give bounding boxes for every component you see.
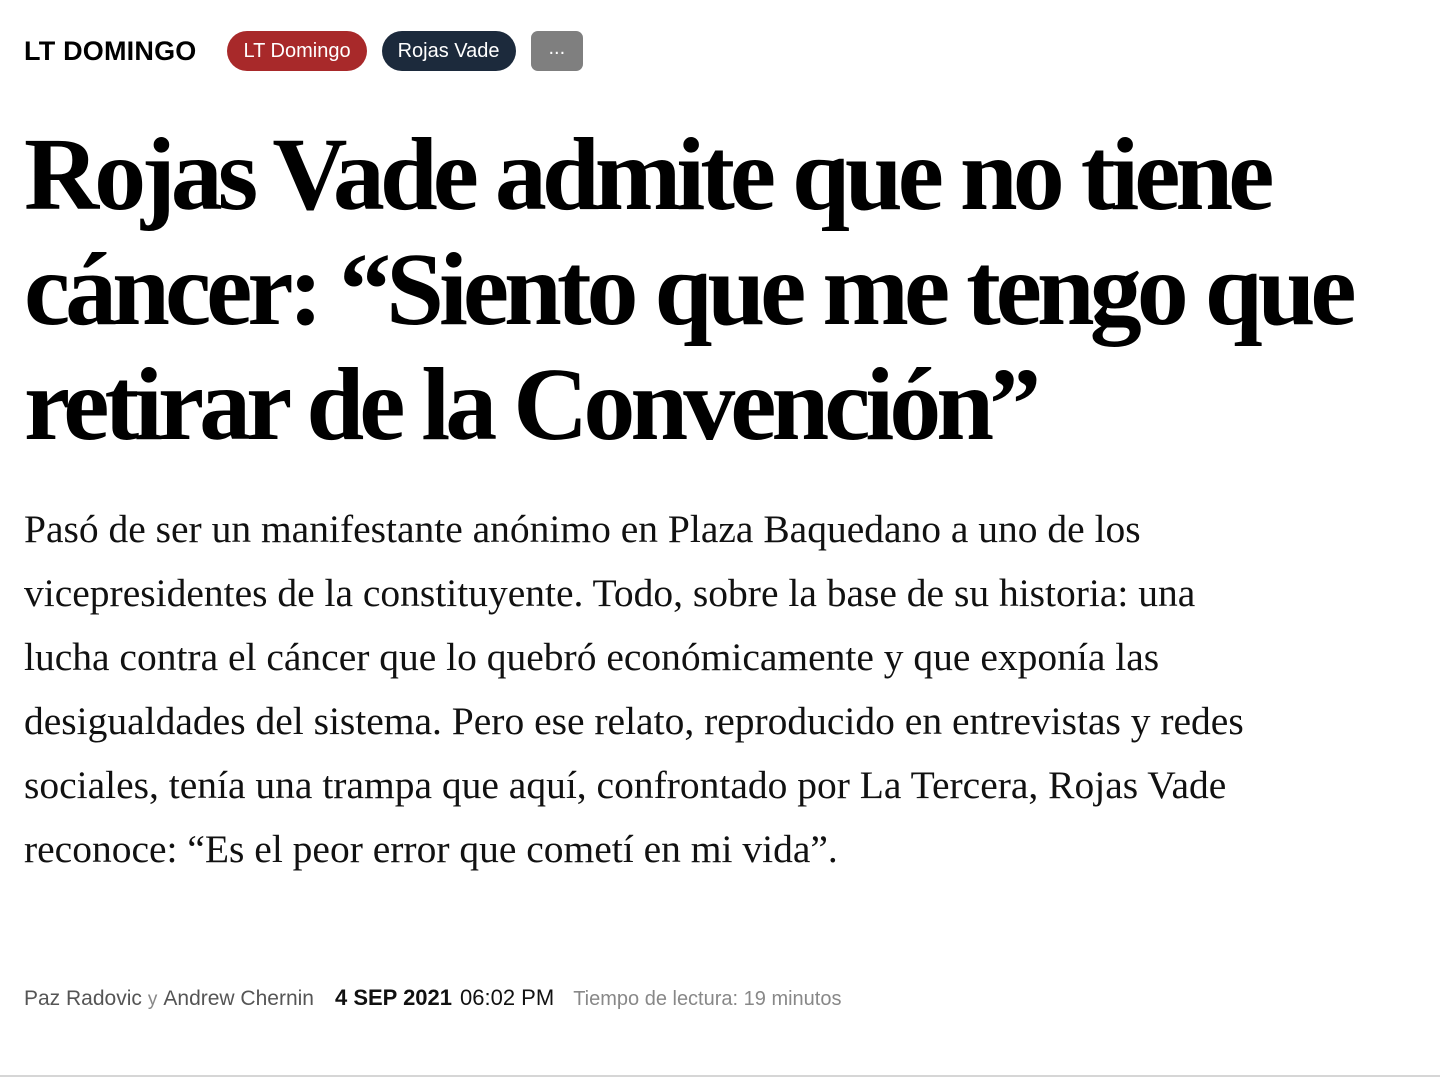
tag-lt-domingo[interactable]: LT Domingo — [227, 31, 366, 71]
section-label[interactable]: LT DOMINGO — [24, 35, 197, 66]
tag-more-button[interactable]: ... — [531, 31, 584, 71]
publish-time: 06:02 PM — [460, 985, 555, 1010]
divider — [0, 1075, 1440, 1077]
reading-time: Tiempo de lectura: 19 minutos — [573, 988, 842, 1010]
article-summary: Pasó de ser un manifestante anónimo en Plaza Baquedano a uno de los vicepresidentes de la constituyente. Todo, sobre la base de su historia: una lucha contra el cáncer que lo quebró económicamente y que exponía las desigualdades del sistema. Pero ese relato, reproducido en entrevistas y redes sociales, tenía una trampa que aquí, confrontado por La Tercera, Rojas Vade reconoce: “Es el peor error que cometí en mi vida”. — [24, 507, 1244, 871]
publish-date: 4 SEP 2021 — [334, 985, 453, 1010]
tag-rojas-vade[interactable]: Rojas Vade — [382, 31, 516, 71]
author-conjunction: y — [147, 989, 158, 1010]
author-link[interactable]: Paz Radovic — [24, 987, 142, 1010]
byline — [24, 985, 841, 1011]
topbar — [24, 31, 598, 71]
article-headline: Rojas Vade admite que no tiene cáncer: “Siento que me tengo que retirar de la Convención” — [24, 117, 1352, 462]
author-link[interactable]: Andrew Chernin — [163, 987, 314, 1010]
